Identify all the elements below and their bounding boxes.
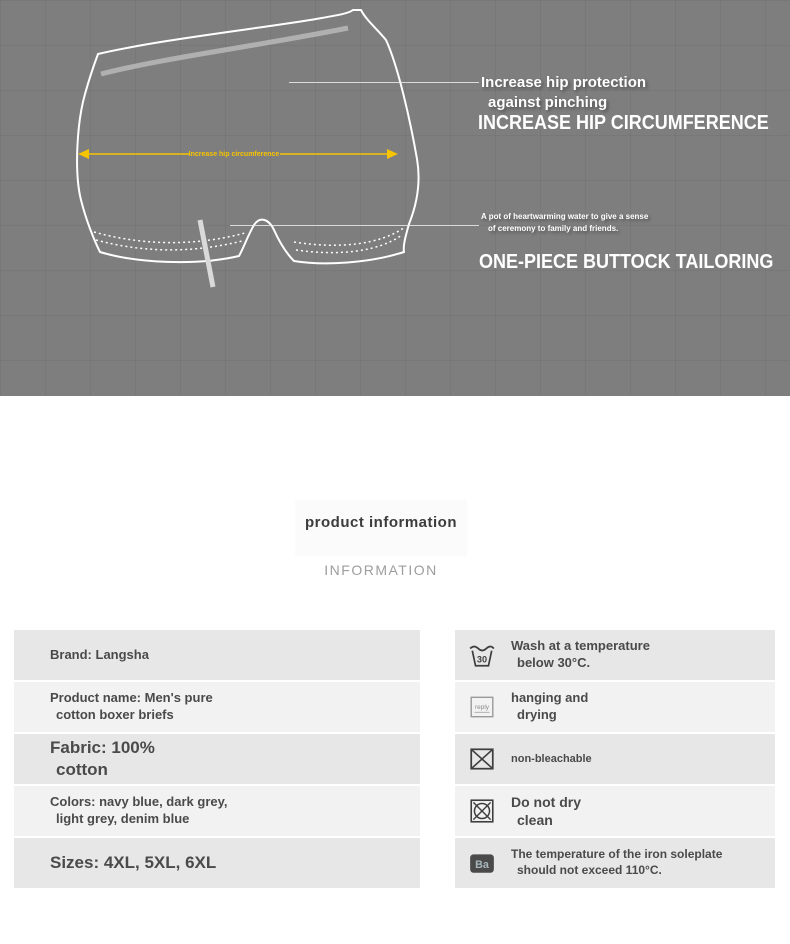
spec-line: light grey, denim blue: [56, 811, 190, 826]
no-bleach-icon: [467, 745, 497, 773]
spec-line: Fabric: 100%: [50, 737, 155, 757]
spec-line: cotton: [56, 760, 108, 779]
care-line: Wash at a temperature: [511, 638, 650, 654]
spec-line: Colors: navy blue, dark grey,: [50, 794, 228, 810]
care-line: Do not dry: [511, 793, 581, 810]
care-line: should not exceed 110°C.: [517, 863, 662, 877]
hip-circumference-heading: INCREASE HIP CIRCUMFERENCE: [478, 112, 769, 134]
care-instructions-list: [455, 630, 775, 890]
left-hem-stitch: [96, 240, 242, 250]
care-row-no-bleach: [455, 734, 775, 784]
product-specs-list: [14, 630, 420, 890]
hang-dry-icon: [467, 693, 497, 721]
buttock-tailoring-heading: ONE-PIECE BUTTOCK TAILORING: [479, 251, 774, 273]
hip-measure-label: Increase hip circumference: [188, 151, 280, 158]
care-text: [511, 752, 592, 766]
care-row-iron: [455, 838, 775, 888]
callout-pointer-line: [289, 82, 479, 83]
callout-line: Increase hip protection: [481, 74, 647, 91]
callout-line: against pinching: [488, 94, 608, 112]
left-hem-stitch: [94, 232, 245, 243]
spec-text: [14, 737, 155, 781]
hip-protection-callout: [481, 73, 646, 114]
care-line: drying: [517, 707, 557, 722]
wash-30-icon: [467, 641, 497, 669]
spec-text: [14, 794, 227, 828]
boxer-briefs-drawing: [48, 4, 448, 344]
care-text: [511, 690, 588, 724]
care-text: [511, 638, 650, 672]
leg-highlight-stripe: [200, 220, 213, 287]
no-dry-clean-icon: [467, 797, 497, 825]
callout-pointer-line: [230, 225, 479, 226]
section-subtitle: INFORMATION: [324, 562, 438, 578]
svg-text:Ba: Ba: [475, 858, 489, 871]
callout-line: A pot of heartwarming water to give a sense: [481, 212, 649, 221]
spec-row-product-name: [14, 682, 420, 732]
section-title: product information: [305, 514, 457, 531]
iron-max-110-icon: [467, 849, 497, 877]
care-row-no-dry-clean: [455, 786, 775, 836]
hero-banner: [0, 0, 790, 396]
waistband-line: [101, 28, 348, 74]
care-line: clean: [517, 812, 553, 828]
care-line: below 30°C.: [517, 655, 591, 670]
spec-row-colors: [14, 786, 420, 836]
care-line: hanging and: [511, 690, 589, 706]
spec-text: [14, 852, 216, 874]
spec-row-sizes: [14, 838, 420, 888]
spec-text: [14, 690, 213, 724]
ceremony-callout: [481, 211, 648, 234]
care-text: [511, 793, 581, 829]
spec-line: Product name: Men's pure: [50, 690, 213, 706]
spec-text: [14, 647, 149, 664]
care-line: The temperature of the iron soleplate: [511, 847, 723, 862]
spec-line: cotton boxer briefs: [56, 707, 174, 722]
callout-line: of ceremony to family and friends.: [488, 223, 619, 233]
svg-text:reply: reply: [475, 704, 489, 712]
care-row-wash: [455, 630, 775, 680]
svg-text:30: 30: [476, 654, 488, 665]
care-line: non-bleachable: [511, 752, 592, 765]
care-text: [511, 847, 722, 878]
right-hem-stitch: [296, 235, 402, 253]
spec-line: Sizes: 4XL, 5XL, 6XL: [50, 852, 217, 872]
care-row-hang-dry: [455, 682, 775, 732]
right-hem-stitch: [294, 227, 405, 245]
spec-row-fabric: [14, 734, 420, 784]
spec-line: Brand: Langsha: [50, 646, 149, 662]
spec-row-brand: [14, 630, 420, 680]
